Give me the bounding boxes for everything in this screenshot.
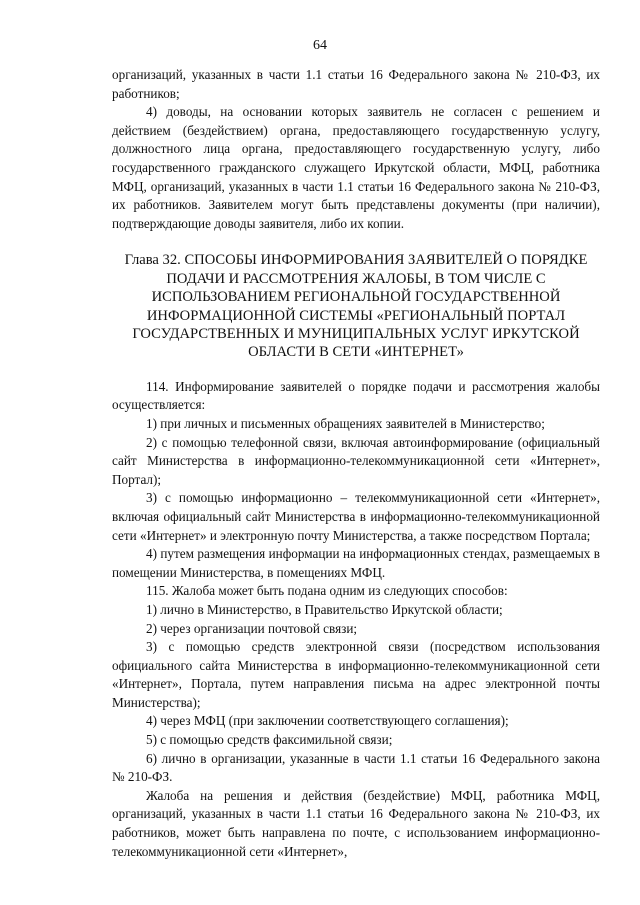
list-item-115-1: 1) лично в Министерство, в Правительство Иркутской области; xyxy=(146,601,503,617)
list-item-114-3: 3) с помощью информационно – телекоммуникационной сети «Интернет», включая официальный сайт Министерства в информационно-телекоммуникационной сети «Интернет» и электронную почту Министерства, а также посредством Портала; xyxy=(112,490,600,543)
list-item-115-4: 4) через МФЦ (при заключении соответствующего соглашения); xyxy=(146,713,509,729)
paragraph-continuation: организаций, указанных в части 1.1 статьи 16 Федерального закона № 210-ФЗ, их работников; xyxy=(112,67,600,101)
paragraph-item-4-arguments: 4) доводы, на основании которых заявитель не согласен с решением и действием (бездействием) органа, предоставляющего государственную услугу, должностного лица органа, предоставляющего государственную услугу, либо государственного гражданского служащего Иркутской области, МФЦ, работника МФЦ, организаций, указанных в части 1.1 статьи 16 Федерального закона № 210-ФЗ, их работников. Заявителем могут быть представлены документы (при наличии), подтверждающие доводы заявителя, либо их копии. xyxy=(112,104,600,231)
list-item-114-4: 4) путем размещения информации на информационных стендах, размещаемых в помещении Министерства, в помещениях МФЦ. xyxy=(112,546,600,580)
paragraph-114: 114. Информирование заявителей о порядке подачи и рассмотрения жалобы осуществляется: xyxy=(112,378,600,413)
document-body xyxy=(112,66,600,861)
list-item-114-1: 1) при личных и письменных обращениях заявителей в Министерство; xyxy=(146,415,545,431)
list-item-115-6: 6) лично в организации, указанные в части 1.1 статьи 16 Федерального закона № 210-ФЗ. xyxy=(112,750,600,785)
list-item-115-5: 5) с помощью средств факсимильной связи; xyxy=(146,732,393,748)
list-item-115-2: 2) через организации почтовой связи; xyxy=(146,620,358,636)
list-item-115-3: 3) с помощью средств электронной связи (посредством использования официального сайта Министерства в информационно-телекоммуникационной сети «Интернет», Портала, путем направления письма на адрес электронной почты Министерства); xyxy=(112,639,600,710)
chapter-32-heading: Глава 32. СПОСОБЫ ИНФОРМИРОВАНИЯ ЗАЯВИТЕЛЕЙ О ПОРЯДКЕ ПОДАЧИ И РАССМОТРЕНИЯ ЖАЛОБЫ, В ТОМ ЧИСЛЕ С ИСПОЛЬЗОВАНИЕМ РЕГИОНАЛЬНОЙ ГОСУДАРСТВЕННОЙ ИНФОРМАЦИОННОЙ СИСТЕМЫ «РЕГИОНАЛЬНЫЙ ПОРТАЛ ГОСУДАРСТВЕННЫХ И МУНИЦИПАЛЬНЫХ УСЛУГ ИРКУТСКОЙ ОБЛАСТИ В СЕТИ «ИНТЕРНЕТ» xyxy=(124,252,588,361)
paragraph-mfc-complaint: Жалоба на решения и действия (бездействие) МФЦ, работника МФЦ, организаций, указанных в части 1.1 статьи 16 Федерального закона № 210-ФЗ, их работников, может быть направлена по почте, с использованием информационно-телекоммуникационной сети «Интернет», xyxy=(112,787,600,859)
paragraph-115: 115. Жалоба может быть подана одним из следующих способов: xyxy=(146,583,508,599)
list-item-114-2: 2) с помощью телефонной связи, включая автоинформирование (официальный сайт Министерства в информационно-телекоммуникационной сети «Интернет», Портал); xyxy=(112,434,600,487)
page-number: 64 xyxy=(313,38,327,53)
